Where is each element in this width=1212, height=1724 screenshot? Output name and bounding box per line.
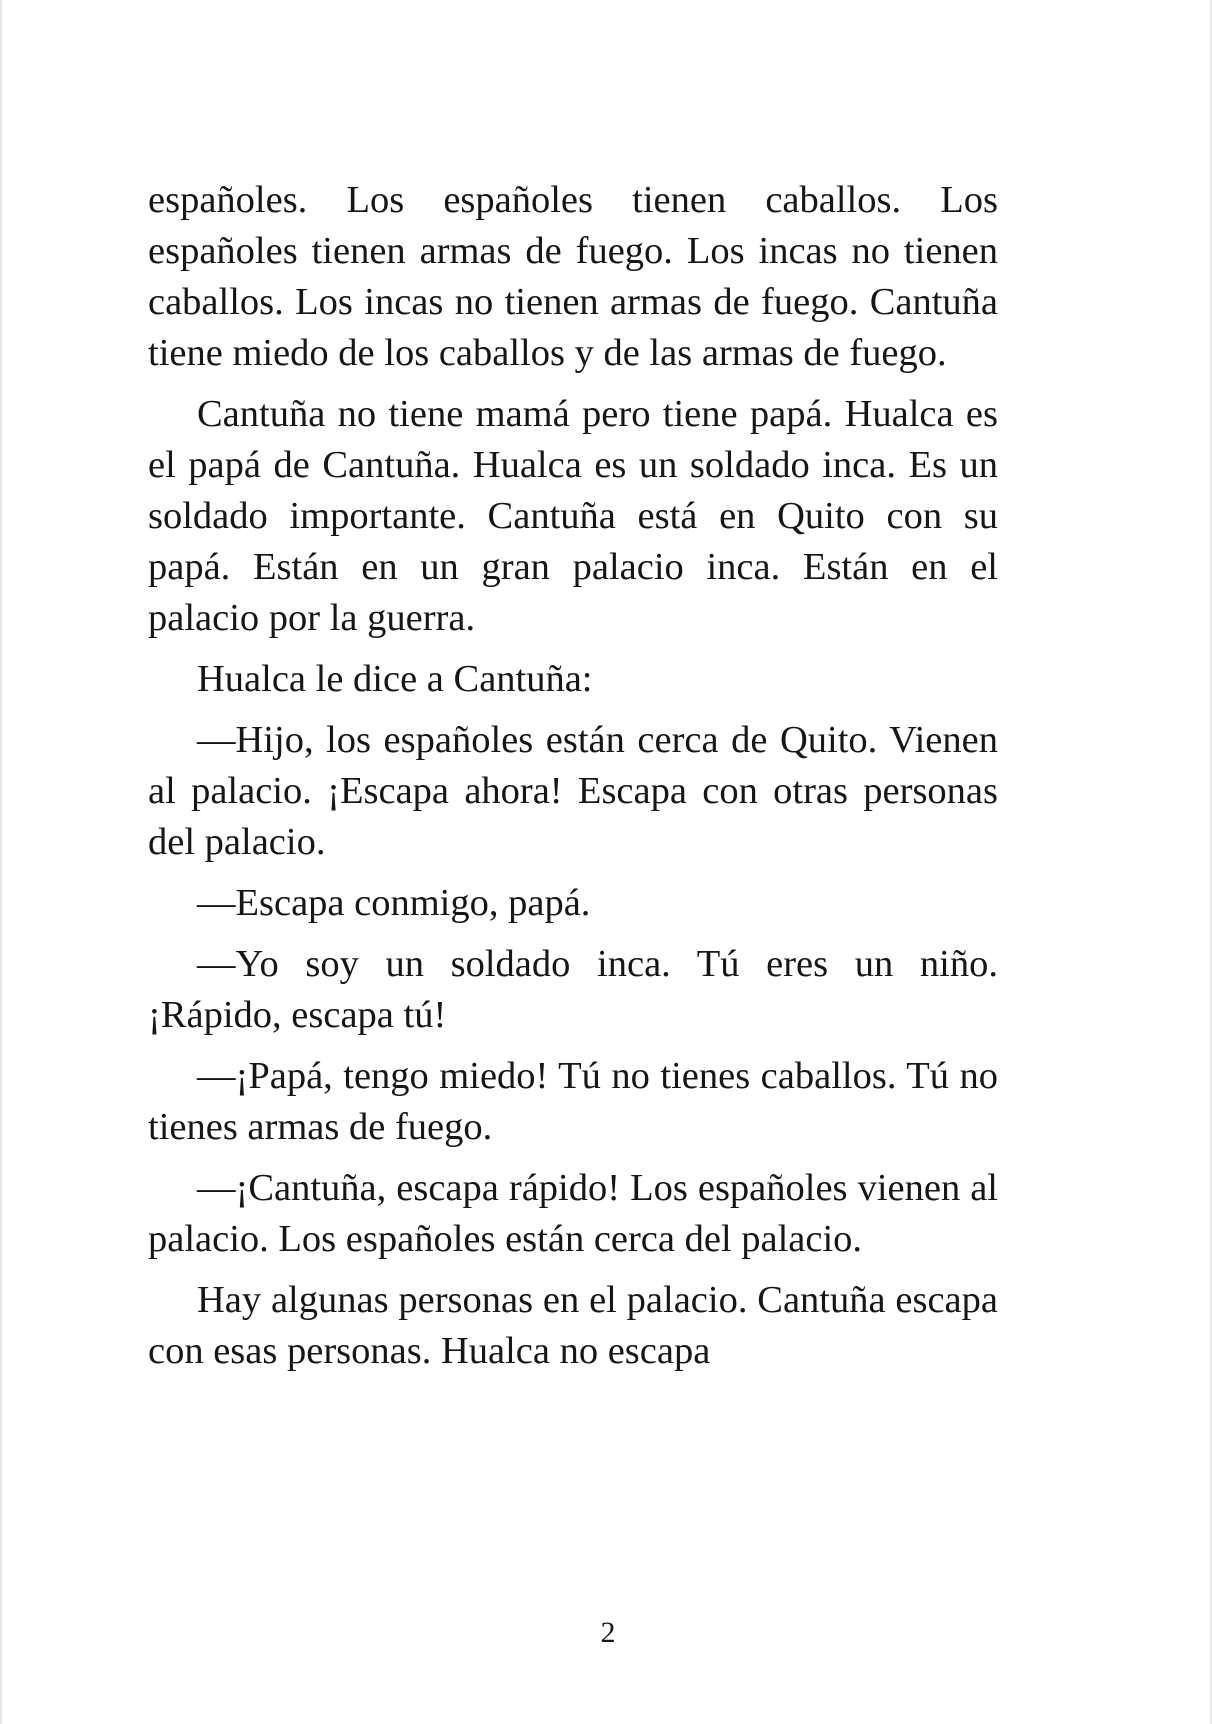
paragraph-4: —Hijo, los españoles están cerca de Quito. Vienen al palacio. ¡Escapa ahora! Escapa con otras personas del palacio. [148,719,998,863]
page-number: 2 [600,1616,616,1649]
paragraph-6: —Yo soy un soldado inca. Tú eres un niño. ¡Rápido, escapa tú! [148,943,998,1036]
paragraph-9: Hay algunas personas en el palacio. Cantuña escapa con esas personas. Hualca no escapa [148,1279,998,1372]
paragraph-5: —Escapa conmigo, papá. [197,882,591,924]
paragraph-7: —¡Papá, tengo miedo! Tú no tienes caballos. Tú no tienes armas de fuego. [148,1055,998,1148]
paragraph-2: Cantuña no tiene mamá pero tiene papá. Hualca es el papá de Cantuña. Hualca es un soldado inca. Es un soldado importante. Cantuña está en Quito con su papá. Están en un gran palacio inca. Están en el palacio por la guerra. [148,393,998,639]
paragraph-8: —¡Cantuña, escapa rápido! Los españoles vienen al palacio. Los españoles están cerca del palacio. [148,1167,998,1260]
page-body-text [148,175,998,1387]
paragraph-1: españoles. Los españoles tienen caballos. Los españoles tienen armas de fuego. Los incas no tienen caballos. Los incas no tienen armas de fuego. Cantuña tiene miedo de los caballos y de las armas de fuego. [148,179,998,374]
paragraph-3: Hualca le dice a Cantuña: [197,658,593,700]
